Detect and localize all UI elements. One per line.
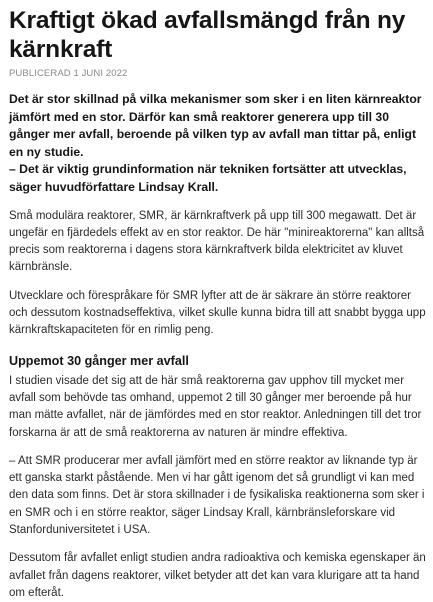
article-lead: [9, 91, 426, 197]
lead-paragraph: Det är stor skillnad på vilka mekanismer som sker i en liten kärnreaktor jämfört med en stor. Därför kan små reaktorer generera upp till 30 gånger mer avfall, beroende på vilken typ av avfall man tittar på, enligt en ny studie.: [9, 92, 422, 159]
body-paragraph: Dessutom får avfallet enligt studien andra radioaktiva och kemiska egenskaper än avfallet från dagens reaktorer, vilket betyder att det kan vara klurigare att ta hand om efteråt.: [9, 552, 426, 599]
article-headline: Kraftigt ökad avfallsmängd från ny kärnkraft: [9, 7, 406, 63]
publish-date: PUBLICERAD 1 JUNI 2022: [9, 68, 128, 79]
body-paragraph: Små modulära reaktorer, SMR, är kärnkraftverk på upp till 300 megawatt. Det är ungefär en fjärdedels effekt av en stor reaktor. De här "minireaktorerna" kan alltså precis som reaktorerna i dagens stora kärnkraftverk bilda elektricitet av kluvet kärnbränsle.: [9, 209, 425, 274]
body-paragraph: I studien visade det sig att de här små reaktorerna gav upphov till mycket mer avfall som behövde tas omhand, uppemot 2 till 30 gånger mer beroende på hur man mätte avfallet, när de jämfördes med en stor reaktor. Anledningen till det tror forskarna är att de små reaktorerna av naturen är mindre effektiva.: [9, 374, 422, 439]
body-paragraph: Utvecklare och förespråkare för SMR lyfter att de är säkrare än större reaktorer och dessutom kostnadseffektiva, vilket skulle kunna bidra till att snabbt bygga upp kärnkraftskapaciteten för en rimlig peng.: [9, 289, 426, 337]
lead-quote: – Det är viktig grundinformation när tekniken fortsätter att utvecklas, säger huvudförfattare Lindsay Krall.: [9, 162, 407, 194]
section-subheading: Uppemot 30 gånger mer avfall: [9, 353, 189, 368]
body-paragraph: – Att SMR producerar mer avfall jämfört med en större reaktor av liknande typ är ett ganska starkt påstående. Men vi har gått igenom det så grundligt vi kan med den data som finns. Det är stora skillnader i de fysikaliska reaktionerna som sker i en SMR och i en större reaktor, säger Lindsay Krall, kärnbränsleforskare vid Stanforduniversitetet i USA.: [9, 454, 425, 537]
